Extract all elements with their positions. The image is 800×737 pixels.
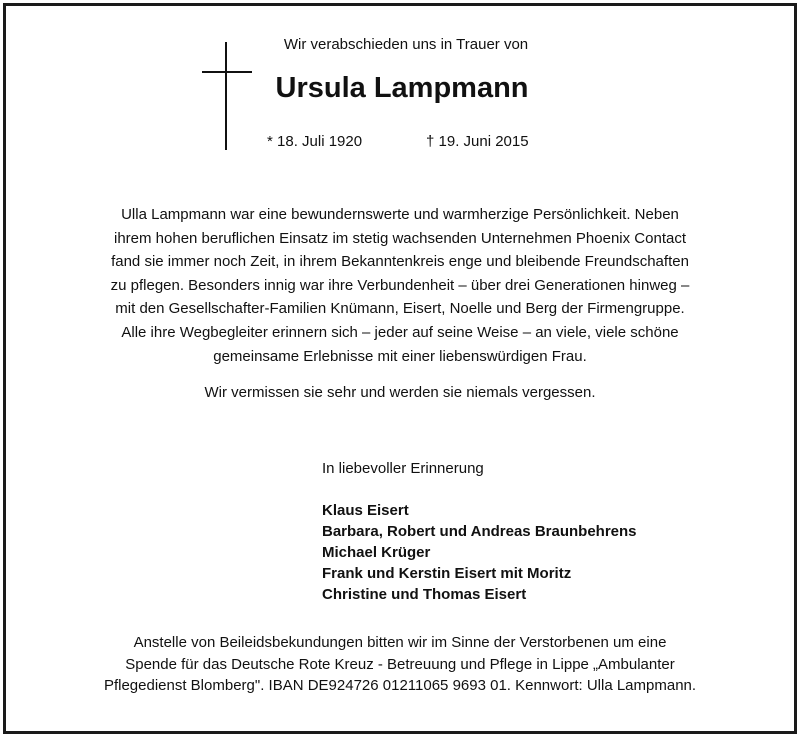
- tribute-text: [60, 203, 740, 368]
- tribute-line: ihrem hohen beruflichen Einsatz im stetig wachsenden Unternehmen Phoenix Contact: [114, 229, 686, 247]
- tribute-line: Ulla Lampmann war eine bewundernswerte und warmherzige Persönlichkeit. Neben: [121, 206, 679, 223]
- intro-text: Wir verabschieden uns in Trauer von: [283, 36, 529, 53]
- tribute-line: Alle ihre Wegbegleiter erinnern sich – jeder auf seine Weise – an viele, viele schöne: [121, 323, 679, 341]
- signer-name: Barbara, Robert und Andreas Braunbehrens: [322, 523, 637, 540]
- tribute-line: gemeinsame Erlebnisse mit einer liebenswürdigen Frau.: [213, 347, 587, 365]
- memory-label: In liebevoller Erinnerung: [322, 460, 484, 477]
- death-date: † 19. Juni 2015: [426, 133, 529, 150]
- farewell-line: Wir vermissen sie sehr und werden sie niemals vergessen.: [204, 384, 596, 401]
- donation-line: Pflegedienst Blomberg". IBAN DE924726 01211065 9693 01. Kennwort: Ulla Lampmann.: [103, 677, 697, 694]
- tribute-line: mit den Gesellschafter-Familien Knümann, Eisert, Noelle und Berg der Firmengruppe.: [115, 300, 685, 318]
- donation-line: Spende für das Deutsche Rote Kreuz - Betreuung und Pflege in Lippe „Ambulanter: [125, 655, 675, 673]
- tribute-line: zu pflegen. Besonders innig war ihre Verbundenheit – über drei Generationen hinweg –: [110, 276, 690, 294]
- signer-name: Klaus Eisert: [322, 502, 409, 519]
- tribute-line: fand sie immer noch Zeit, in ihrem Bekanntenkreis enge und bleibende Freundschaften: [111, 253, 689, 271]
- donation-line: Anstelle von Beileidsbekundungen bitten wir im Sinne der Verstorbenen um eine: [133, 634, 667, 651]
- signer-list: [322, 500, 637, 605]
- signer-name: Michael Krüger: [322, 544, 431, 561]
- birth-date: * 18. Juli 1920: [267, 133, 363, 150]
- deceased-name: Ursula Lampmann: [275, 72, 529, 104]
- notice-border: [3, 3, 797, 734]
- donation-note: [60, 632, 740, 697]
- signer-name: Frank und Kerstin Eisert mit Moritz: [322, 565, 572, 582]
- signer-name: Christine und Thomas Eisert: [322, 586, 527, 603]
